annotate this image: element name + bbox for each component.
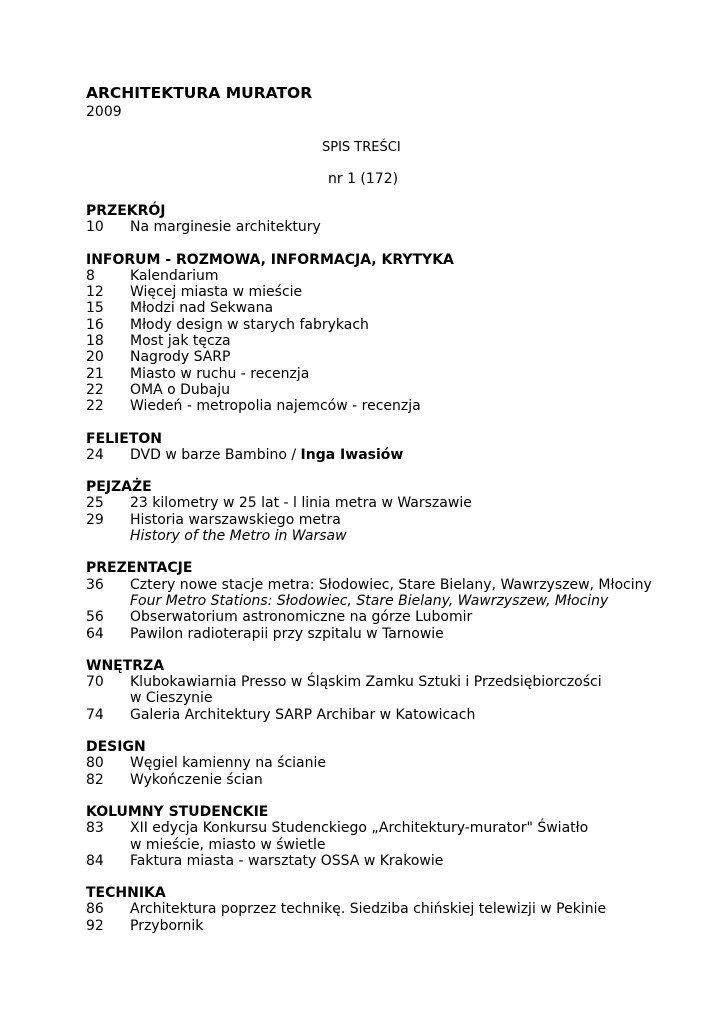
toc-entry xyxy=(86,268,706,284)
toc-entry xyxy=(86,284,706,300)
toc-entry xyxy=(86,609,706,625)
page-number: 82 xyxy=(86,771,104,788)
section-heading: PREZENTACJE xyxy=(86,560,193,577)
page-number xyxy=(86,690,130,706)
page-number: 84 xyxy=(86,852,104,869)
page-number: 29 xyxy=(86,511,104,528)
section-heading: KOLUMNY STUDENCKIE xyxy=(86,803,269,820)
entry-title-text: Architektura poprzez technikę. Siedziba chińskiej telewizji w Pekinie xyxy=(130,901,607,918)
entry-title-text: Nagrody SARP xyxy=(130,349,231,366)
entry-title xyxy=(130,772,706,788)
toc-entry xyxy=(86,853,706,869)
page-number: 80 xyxy=(86,755,104,772)
section-heading: FELIETON xyxy=(86,430,162,447)
entry-title xyxy=(130,674,706,690)
toc-entry xyxy=(86,317,706,333)
toc-section xyxy=(86,804,706,869)
document-page xyxy=(86,84,706,950)
toc-entry xyxy=(86,382,706,398)
toc-entry xyxy=(86,447,706,463)
entry-title xyxy=(130,901,706,917)
page-number: 86 xyxy=(86,901,104,918)
entry-title xyxy=(130,690,706,706)
toc-entry xyxy=(86,512,706,528)
page-number: 10 xyxy=(86,219,104,236)
page-number: 21 xyxy=(86,365,104,382)
section-heading: PEJZAŻE xyxy=(86,479,152,496)
entry-title-text: Historia warszawskiego metra xyxy=(130,511,341,528)
entry-title xyxy=(130,349,706,365)
toc-entry xyxy=(86,300,706,316)
entry-title xyxy=(130,837,706,853)
section-heading: INFORUM - ROZMOWA, INFORMACJA, KRYTYKA xyxy=(86,251,454,268)
toc-entry xyxy=(86,918,706,934)
toc-entry xyxy=(86,837,706,853)
entry-title-text: Przybornik xyxy=(130,917,204,934)
toc-entry xyxy=(86,398,706,414)
entry-title-text: Wykończenie ścian xyxy=(130,771,263,788)
page-number: 8 xyxy=(86,267,95,284)
entry-title-text: Pawilon radioterapii przy szpitalu w Tarnowie xyxy=(130,625,444,642)
toc-section xyxy=(86,479,706,544)
toc-entry xyxy=(86,707,706,723)
toc-sections xyxy=(86,203,706,934)
toc-entry-english xyxy=(86,528,706,544)
entry-title-text: Klubokawiarnia Presso w Śląskim Zamku Sztuki i Przedsiębiorczości xyxy=(130,674,602,691)
entry-title xyxy=(130,284,706,300)
entry-title-text: Kalendarium xyxy=(130,267,219,284)
page-number: 70 xyxy=(86,674,104,691)
toc-entry xyxy=(86,690,706,706)
english-title: History of the Metro in Warsaw xyxy=(130,528,347,545)
toc-entry xyxy=(86,674,706,690)
entry-title xyxy=(130,609,706,625)
issue-number: nr 1 (172) xyxy=(328,171,399,187)
entry-title xyxy=(130,268,706,284)
entry-title xyxy=(130,853,706,869)
entry-title xyxy=(130,626,706,642)
toc-section xyxy=(86,658,706,723)
entry-title-text: Miasto w ruchu - recenzja xyxy=(130,365,310,382)
entry-title xyxy=(130,707,706,723)
entry-title xyxy=(130,447,706,463)
page-number: 36 xyxy=(86,576,104,593)
entry-title-text: OMA o Dubaju xyxy=(130,381,231,398)
magazine-title: ARCHITEKTURA MURATOR xyxy=(86,84,313,102)
page-number: 25 xyxy=(86,495,104,512)
entry-title-text: Młody design w starych fabrykach xyxy=(130,316,369,333)
toc-entry xyxy=(86,901,706,917)
entry-title-text: Wiedeń - metropolia najemców - recenzja xyxy=(130,398,421,415)
toc-section xyxy=(86,739,706,788)
entry-title xyxy=(130,219,706,235)
page-number: 56 xyxy=(86,609,104,626)
toc-entry xyxy=(86,772,706,788)
page-number: 64 xyxy=(86,625,104,642)
entry-title xyxy=(130,495,706,511)
section-heading: DESIGN xyxy=(86,739,146,756)
toc-section xyxy=(86,431,706,464)
page-number: 83 xyxy=(86,820,104,837)
toc-entry xyxy=(86,495,706,511)
entry-title xyxy=(130,512,706,528)
page-number xyxy=(86,837,130,853)
page-number: 12 xyxy=(86,284,104,301)
toc-entry xyxy=(86,820,706,836)
entry-title xyxy=(130,918,706,934)
section-heading: WNĘTRZA xyxy=(86,657,165,674)
entry-title xyxy=(130,382,706,398)
entry-title-text: w Cieszynie xyxy=(130,690,213,707)
entry-title-text: Obserwatorium astronomiczne na górze Lubomir xyxy=(130,609,473,626)
page-number: 16 xyxy=(86,316,104,333)
entry-title xyxy=(130,317,706,333)
english-title: Four Metro Stations: Słodowiec, Stare Bielany, Wawrzyszew, Młociny xyxy=(130,592,609,609)
entry-title xyxy=(130,333,706,349)
toc-section xyxy=(86,252,706,415)
page-number-blank xyxy=(86,528,130,544)
entry-title-text: Cztery nowe stacje metra: Słodowiec, Stare Bielany, Wawrzyszew, Młociny xyxy=(130,576,652,593)
toc-entry xyxy=(86,626,706,642)
entry-title-text: Faktura miasta - warsztaty OSSA w Krakowie xyxy=(130,852,444,869)
page-number-blank xyxy=(86,593,130,609)
toc-entry xyxy=(86,219,706,235)
entry-title xyxy=(130,577,706,593)
page-number: 24 xyxy=(86,446,104,463)
entry-title-text: XII edycja Konkursu Studenckiego „Architektury-murator" Światło xyxy=(130,820,589,837)
toc-entry xyxy=(86,333,706,349)
page-number: 92 xyxy=(86,917,104,934)
page-number: 18 xyxy=(86,333,104,350)
entry-title-text: DVD w barze Bambino / xyxy=(130,446,301,463)
toc-title: SPIS TREŚCI xyxy=(322,140,401,155)
toc-entry xyxy=(86,366,706,382)
entry-title-text: Na marginesie architektury xyxy=(130,219,321,236)
section-heading: TECHNIKA xyxy=(86,885,166,902)
toc-section xyxy=(86,203,706,236)
page-number: 22 xyxy=(86,381,104,398)
toc-section xyxy=(86,560,706,641)
toc-entry xyxy=(86,577,706,593)
toc-section xyxy=(86,885,706,934)
page-number: 74 xyxy=(86,706,104,723)
author-name: Inga Iwasiów xyxy=(300,446,404,463)
entry-title-text: Most jak tęcza xyxy=(130,333,231,350)
entry-title-text: Młodzi nad Sekwana xyxy=(130,300,274,317)
entry-title-text: Więcej miasta w mieście xyxy=(130,284,303,301)
entry-title-text: Galeria Architektury SARP Archibar w Katowicach xyxy=(130,706,476,723)
page-number: 22 xyxy=(86,398,104,415)
section-heading: PRZEKRÓJ xyxy=(86,203,166,219)
entry-title xyxy=(130,300,706,316)
page-number: 20 xyxy=(86,349,104,366)
entry-title xyxy=(130,366,706,382)
toc-entry-english xyxy=(86,593,706,609)
entry-title xyxy=(130,820,706,836)
entry-title-text: w mieście, miasto w świetle xyxy=(130,836,326,853)
entry-title xyxy=(130,755,706,771)
entry-title-text: 23 kilometry w 25 lat - l linia metra w Warszawie xyxy=(130,495,472,512)
entry-title-text: Węgiel kamienny na ścianie xyxy=(130,755,326,772)
year: 2009 xyxy=(86,104,122,120)
page-number: 15 xyxy=(86,300,104,317)
entry-title xyxy=(130,398,706,414)
toc-entry xyxy=(86,755,706,771)
toc-entry xyxy=(86,349,706,365)
